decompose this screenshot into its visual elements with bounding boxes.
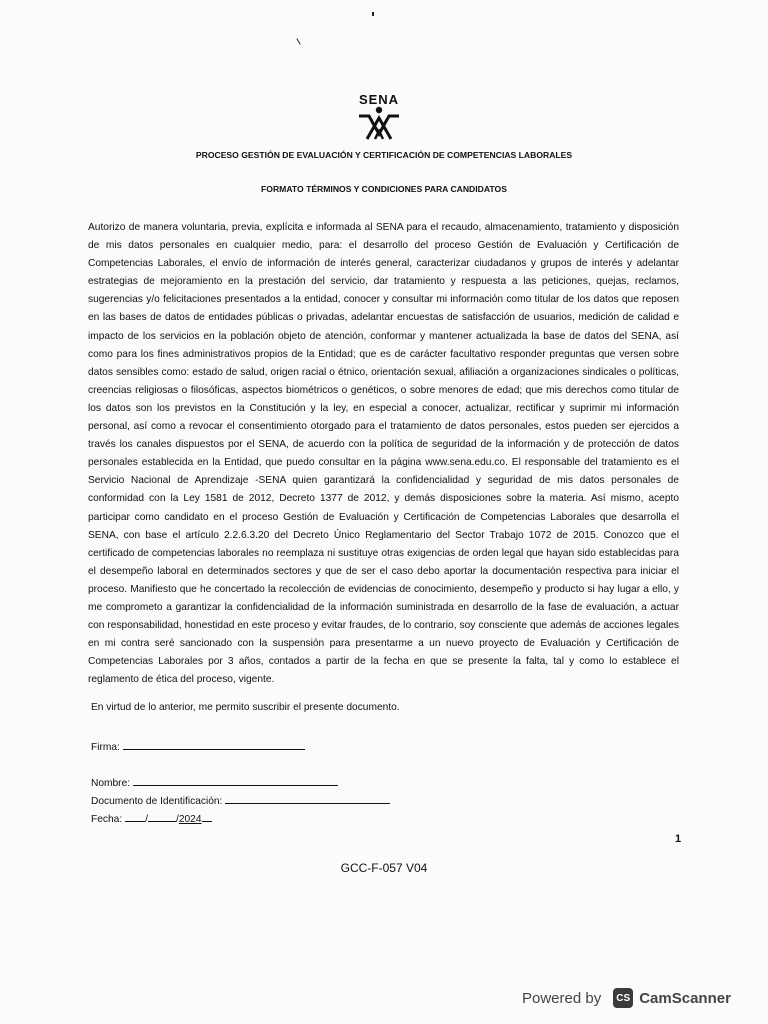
name-field[interactable] xyxy=(91,776,338,789)
name-label: Nombre: xyxy=(91,778,131,789)
camscanner-icon: CS xyxy=(613,988,633,1008)
camscanner-watermark xyxy=(522,985,731,1011)
sena-logo xyxy=(349,92,409,140)
id-document-line[interactable] xyxy=(225,794,390,804)
signature-label: Firma: xyxy=(91,742,120,753)
date-field[interactable] xyxy=(91,812,212,825)
date-separator: / xyxy=(176,814,179,825)
signature-line[interactable] xyxy=(123,740,305,750)
closing-statement: En virtud de lo anterior, me permito suscribir el presente documento. xyxy=(91,702,400,713)
sena-logo-text: SENA xyxy=(358,92,400,107)
sena-logo-icon xyxy=(355,106,403,140)
date-day-line[interactable] xyxy=(125,812,145,822)
date-separator: / xyxy=(145,814,148,825)
date-label: Fecha: xyxy=(91,814,123,825)
id-document-field[interactable] xyxy=(91,794,390,807)
camscanner-brand: CamScanner xyxy=(639,989,731,1007)
scan-speck xyxy=(372,12,374,16)
scan-speck xyxy=(296,38,300,45)
terms-paragraph: Autorizo de manera voluntaria, previa, explícita e informada al SENA para el recaudo, almacenamiento, tratamiento y disposición de mis datos personales en cualquier medio, para: el desarrollo del proceso Gestión de Evaluación y Certificación de Competencias Laborales, el envío de información de interés general, caracterizar ciudadanos y grupos de interés y adelantar estrategias de mejoramiento en la prestación del servicio, dar tratamiento y respuesta a las peticiones, quejas, reclamos, sugerencias y/o felicitaciones presentados a la entidad, conocer y consultar mi información como titular de los datos que reposen en las bases de datos de entidades públicas o privadas, adelantar encuestas de satisfacción de usuarios, medición de calidad e impacto de los servicios en la población objeto de atención, conformar y mantener actualizada la base de datos del SENA, así como para los fines administrativos propios de la Entidad; que es de carácter facultativo responder preguntas que versen sobre datos sensibles como: estado de salud, origen racial o étnico, orientación sexual, afiliación a organizaciones sindicales o políticas, creencias religiosas o filosóficas, aspectos biométricos o genéticos, o sobre menores de edad; que mis derechos como titular de los datos son los previstos en la Constitución y la ley, en especial a conocer, actualizar, rectificar y suprimir mi información personal, así como a revocar el consentimiento otorgado para el tratamiento de datos personales, estos pueden ser ejercidos a través los canales dispuestos por el SENA, de acuerdo con la política de seguridad de la información y de protección de datos personales establecida en la Entidad, que puedo consultar en la página www.sena.edu.co. El responsable del tratamiento es el Servicio Nacional de Aprendizaje -SENA quien garantizará la confidencialidad y seguridad de mis datos personales de conformidad con la Ley 1581 de 2012, Decreto 1377 de 2012, y demás disposiciones sobre la materia. Así mismo, acepto participar como candidato en el proceso Gestión de Evaluación y Certificación de Competencias Laborales que desarrolla el SENA, con base el artículo 2.2.6.3.20 del Decreto Único Reglamentario del Sector Trabajo 1072 de 2015. Conozco que el certificado de competencias laborales no reemplaza ni sustituye otras exigencias de orden legal que hayan sido establecidas para el desempeño laboral en determinados sectores y que de ser el caso debo aportar la documentación respectiva para iniciar el proceso. Manifiesto que he concertado la recolección de evidencias de conocimiento, desempeño y producto si hay lugar a ello, y me comprometo a garantizar la confidencialidad de la información suministrada en desarrollo de la fase de evaluación, a actuar con responsabilidad, honestidad en este proceso y evitar fraudes, de lo contrario, soy consciente que además de acciones legales en mi contra seré sancionado con la suspensión para presentarme a un nuevo proyecto de Evaluación y Certificación de Competencias Laborales por 3 años, contados a partir de la fecha en que se presente la falta, tal y como lo establece el reglamento de ética del proceso, vigente. xyxy=(88,222,679,686)
date-year: 2024 xyxy=(178,814,202,825)
page-number: 1 xyxy=(675,833,682,845)
date-year-tail-line xyxy=(202,812,212,822)
date-month-line[interactable] xyxy=(148,812,176,822)
form-code: GCC-F-057 V04 xyxy=(340,861,428,875)
powered-by-text: Powered by xyxy=(522,989,602,1007)
process-title: PROCESO GESTIÓN DE EVALUACIÓN Y CERTIFICACIÓN DE COMPETENCIAS LABORALES xyxy=(195,150,573,160)
id-document-label: Documento de Identificación: xyxy=(91,796,223,807)
signature-field[interactable] xyxy=(91,740,305,753)
name-line[interactable] xyxy=(133,776,338,786)
format-title: FORMATO TÉRMINOS Y CONDICIONES PARA CANDIDATOS xyxy=(261,184,507,194)
